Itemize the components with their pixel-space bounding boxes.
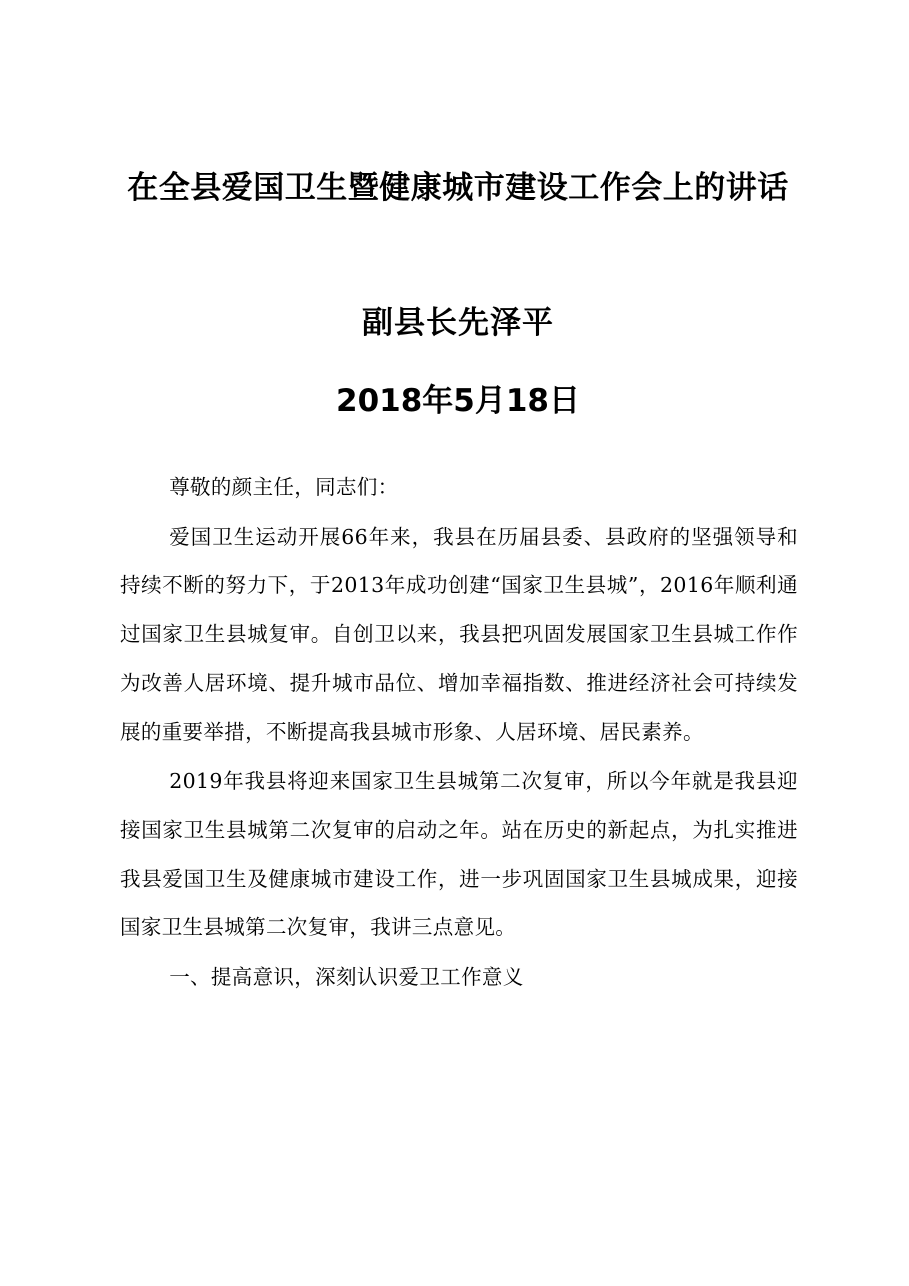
section-heading: 一、提高意识，深刻认识爱卫工作意义 <box>169 965 524 990</box>
speaker-line: 副县长先泽平 <box>362 305 554 341</box>
body-paragraph: 爱国卫生运动开展66年来，我县在历届县委、县政府的坚强领导和持续不断的努力下，于2013年成功创建“国家卫生县城”，2016年顺利通过国家卫生县城复审。自创卫以来，我县把巩固发展国家卫生县城工作作为改善人居环境、提升城市品位、增加幸福指数、推进经济社会可持续发展的重要举措，不断提高我县城市形象、人居环境、居民素养。 <box>120 524 798 744</box>
speech-body <box>120 463 798 1003</box>
speech-date: 2018年5月18日 <box>336 383 580 419</box>
body-paragraph: 2019年我县将迎来国家卫生县城第二次复审，所以今年就是我县迎接国家卫生县城第二次复审的启动之年。站在历史的新起点，为扎实推进我县爱国卫生及健康城市建设工作，进一步巩固国家卫生县城成果，迎接国家卫生县城第二次复审，我讲三点意见。 <box>120 769 798 940</box>
document-title: 在全县爱国卫生暨健康城市建设工作会上的讲话 <box>127 170 789 206</box>
salutation-paragraph: 尊敬的颜主任，同志们： <box>169 475 399 499</box>
